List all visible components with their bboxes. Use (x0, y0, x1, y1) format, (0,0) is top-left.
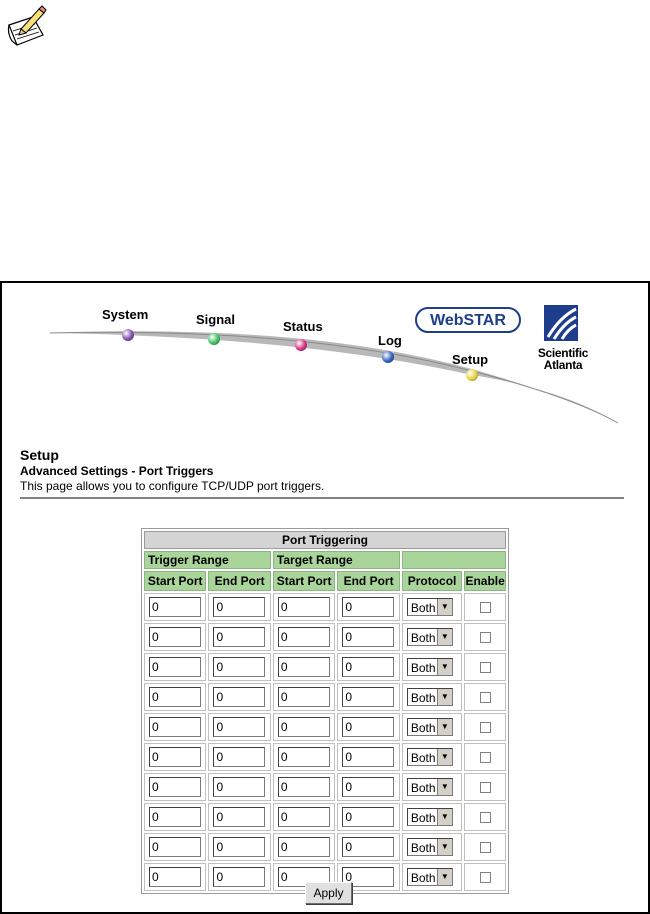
protocol-value: Both (410, 661, 436, 675)
target-end-input[interactable] (342, 807, 394, 827)
sa-line1: Scientific (537, 346, 589, 360)
enable-cell (464, 773, 506, 801)
chevron-down-icon[interactable]: ▼ (437, 719, 452, 735)
enable-cell (464, 803, 506, 831)
chevron-down-icon[interactable]: ▼ (437, 599, 452, 615)
chevron-down-icon[interactable]: ▼ (437, 629, 452, 645)
table-row (144, 623, 506, 651)
protocol-cell (402, 863, 462, 891)
nav-setup-dot[interactable] (466, 369, 478, 381)
enable-checkbox[interactable] (480, 602, 491, 613)
table-row (144, 833, 506, 861)
target-end-input[interactable] (342, 837, 394, 857)
trigger-range-header: Trigger Range (144, 551, 271, 569)
target-end-input[interactable] (342, 717, 394, 737)
trigger-start-cell (144, 623, 206, 651)
trigger-start-input[interactable] (149, 747, 201, 767)
trigger-start-cell (144, 683, 206, 711)
enable-checkbox[interactable] (480, 722, 491, 733)
protocol-select[interactable] (407, 748, 453, 766)
target-end-cell (337, 623, 399, 651)
trigger-end-cell (208, 593, 270, 621)
trigger-start-input[interactable] (149, 717, 201, 737)
chevron-down-icon[interactable]: ▼ (437, 659, 452, 675)
apply-button[interactable]: Apply (305, 882, 352, 904)
target-end-cell (337, 593, 399, 621)
protocol-select[interactable] (407, 778, 453, 796)
nav-system-dot[interactable] (122, 329, 134, 341)
target-start-cell (273, 623, 335, 651)
webstar-logo-text: WebSTAR (430, 312, 506, 329)
trigger-start-input[interactable] (149, 597, 201, 617)
trigger-start-input[interactable] (149, 777, 201, 797)
protocol-cell (402, 803, 462, 831)
protocol-value: Both (410, 871, 436, 885)
trigger-start-cell (144, 803, 206, 831)
target-end-cell (337, 713, 399, 741)
protocol-cell (402, 773, 462, 801)
trigger-end-input[interactable] (213, 867, 265, 887)
target-end-cell (337, 803, 399, 831)
enable-checkbox[interactable] (480, 692, 491, 703)
page-description: This page allows you to configure TCP/UDP port triggers. (20, 479, 325, 493)
enable-checkbox[interactable] (480, 632, 491, 643)
target-start-input[interactable] (278, 747, 330, 767)
chevron-down-icon[interactable]: ▼ (437, 689, 452, 705)
table-row (144, 743, 506, 771)
protocol-cell (402, 713, 462, 741)
protocol-cell (402, 623, 462, 651)
enable-checkbox[interactable] (480, 782, 491, 793)
port-triggering-table (141, 528, 509, 894)
nav-log-label[interactable]: Log (378, 333, 402, 348)
trigger-start-input[interactable] (149, 807, 201, 827)
target-start-input[interactable] (278, 777, 330, 797)
protocol-select[interactable] (407, 808, 453, 826)
target-start-input[interactable] (278, 837, 330, 857)
protocol-select[interactable] (407, 628, 453, 646)
protocol-select[interactable] (407, 688, 453, 706)
page-subtitle: Advanced Settings - Port Triggers (20, 464, 214, 478)
target-start-cell (273, 833, 335, 861)
target-start-input[interactable] (278, 627, 330, 647)
trigger-start-cell (144, 833, 206, 861)
nav-setup-label[interactable]: Setup (452, 352, 489, 367)
target-start-input[interactable] (278, 717, 330, 737)
protocol-value: Both (410, 751, 436, 765)
webstar-logo (415, 307, 521, 333)
trigger-end-cell (208, 773, 270, 801)
enable-cell (464, 653, 506, 681)
nav-log-dot[interactable] (382, 351, 394, 363)
trigger-end-cell (208, 683, 270, 711)
protocol-cell (402, 833, 462, 861)
col-target-end: End Port (337, 571, 399, 591)
protocol-cell (402, 683, 462, 711)
protocol-cell (402, 743, 462, 771)
page-header (20, 447, 630, 493)
trigger-start-cell (144, 743, 206, 771)
trigger-start-cell (144, 713, 206, 741)
router-page-frame (0, 281, 650, 914)
note-pencil-icon (3, 3, 49, 49)
chevron-down-icon[interactable]: ▼ (437, 839, 452, 855)
protocol-value: Both (410, 781, 436, 795)
protocol-cell (402, 653, 462, 681)
target-start-input[interactable] (278, 597, 330, 617)
protocol-value: Both (410, 601, 436, 615)
protocol-value: Both (410, 811, 436, 825)
trigger-end-cell (208, 833, 270, 861)
target-start-cell (273, 683, 335, 711)
target-start-cell (273, 743, 335, 771)
trigger-start-input[interactable] (149, 657, 201, 677)
enable-cell (464, 713, 506, 741)
trigger-end-input[interactable] (213, 837, 265, 857)
nav-status-label[interactable]: Status (283, 319, 323, 334)
target-end-cell (337, 743, 399, 771)
col-trigger-end: End Port (208, 571, 270, 591)
trigger-end-input[interactable] (213, 807, 265, 827)
target-start-cell (273, 593, 335, 621)
chevron-down-icon[interactable]: ▼ (437, 809, 452, 825)
nav-signal-label[interactable]: Signal (196, 312, 236, 327)
nav-system-label[interactable]: System (102, 307, 149, 322)
col-enable: Enable (464, 571, 506, 591)
protocol-select[interactable] (407, 868, 453, 886)
target-range-header: Target Range (273, 551, 400, 569)
target-end-input[interactable] (342, 747, 394, 767)
enable-cell (464, 833, 506, 861)
trigger-end-input[interactable] (213, 627, 265, 647)
trigger-start-cell (144, 863, 206, 891)
chevron-down-icon[interactable]: ▼ (437, 869, 452, 885)
trigger-end-cell (208, 653, 270, 681)
enable-cell (464, 863, 506, 891)
trigger-end-input[interactable] (213, 657, 265, 677)
table-row (144, 713, 506, 741)
target-start-input[interactable] (278, 807, 330, 827)
trigger-start-cell (144, 653, 206, 681)
trigger-end-input[interactable] (213, 687, 265, 707)
table-row (144, 683, 506, 711)
enable-cell (464, 683, 506, 711)
enable-cell (464, 743, 506, 771)
trigger-start-cell (144, 773, 206, 801)
trigger-end-input[interactable] (213, 717, 265, 737)
nav-signal-dot[interactable] (208, 333, 220, 345)
trigger-end-input[interactable] (213, 747, 265, 767)
enable-checkbox[interactable] (480, 842, 491, 853)
target-end-cell (337, 683, 399, 711)
protocol-select[interactable] (407, 658, 453, 676)
table-row (144, 593, 506, 621)
target-end-input[interactable] (342, 777, 394, 797)
scientific-atlanta-wordmark (528, 347, 598, 371)
divider (20, 497, 624, 499)
target-end-input[interactable] (342, 657, 394, 677)
enable-checkbox[interactable] (480, 812, 491, 823)
table-title: Port Triggering (144, 531, 506, 549)
col-target-start: Start Port (273, 571, 335, 591)
enable-checkbox[interactable] (480, 752, 491, 763)
enable-cell (464, 623, 506, 651)
target-start-input[interactable] (278, 687, 330, 707)
protocol-cell (402, 593, 462, 621)
target-end-input[interactable] (342, 597, 394, 617)
col-protocol: Protocol (402, 571, 462, 591)
target-start-cell (273, 803, 335, 831)
trigger-start-input[interactable] (149, 837, 201, 857)
blank-group-header (402, 551, 506, 569)
protocol-value: Both (410, 691, 436, 705)
trigger-start-cell (144, 593, 206, 621)
trigger-end-cell (208, 863, 270, 891)
target-end-cell (337, 833, 399, 861)
trigger-end-cell (208, 623, 270, 651)
protocol-select[interactable] (407, 718, 453, 736)
trigger-start-input[interactable] (149, 867, 201, 887)
enable-checkbox[interactable] (480, 662, 491, 673)
chevron-down-icon[interactable]: ▼ (437, 779, 452, 795)
page-title: Setup (20, 447, 59, 463)
target-start-cell (273, 713, 335, 741)
nav-status-dot[interactable] (295, 339, 307, 351)
protocol-select[interactable] (407, 838, 453, 856)
protocol-value: Both (410, 841, 436, 855)
sa-line2: Atlanta (543, 358, 583, 372)
trigger-end-cell (208, 743, 270, 771)
target-start-cell (273, 653, 335, 681)
enable-checkbox[interactable] (480, 872, 491, 883)
table-row (144, 773, 506, 801)
trigger-end-cell (208, 713, 270, 741)
protocol-value: Both (410, 631, 436, 645)
table-row (144, 803, 506, 831)
target-end-input[interactable] (342, 687, 394, 707)
chevron-down-icon[interactable]: ▼ (437, 749, 452, 765)
target-start-input[interactable] (278, 657, 330, 677)
col-trigger-start: Start Port (144, 571, 206, 591)
trigger-end-input[interactable] (213, 777, 265, 797)
target-end-input[interactable] (342, 627, 394, 647)
target-end-cell (337, 653, 399, 681)
target-start-cell (273, 773, 335, 801)
trigger-start-input[interactable] (149, 687, 201, 707)
protocol-select[interactable] (407, 598, 453, 616)
trigger-end-cell (208, 803, 270, 831)
enable-cell (464, 593, 506, 621)
target-end-cell (337, 773, 399, 801)
protocol-value: Both (410, 721, 436, 735)
trigger-start-input[interactable] (149, 627, 201, 647)
trigger-end-input[interactable] (213, 597, 265, 617)
table-row (144, 653, 506, 681)
